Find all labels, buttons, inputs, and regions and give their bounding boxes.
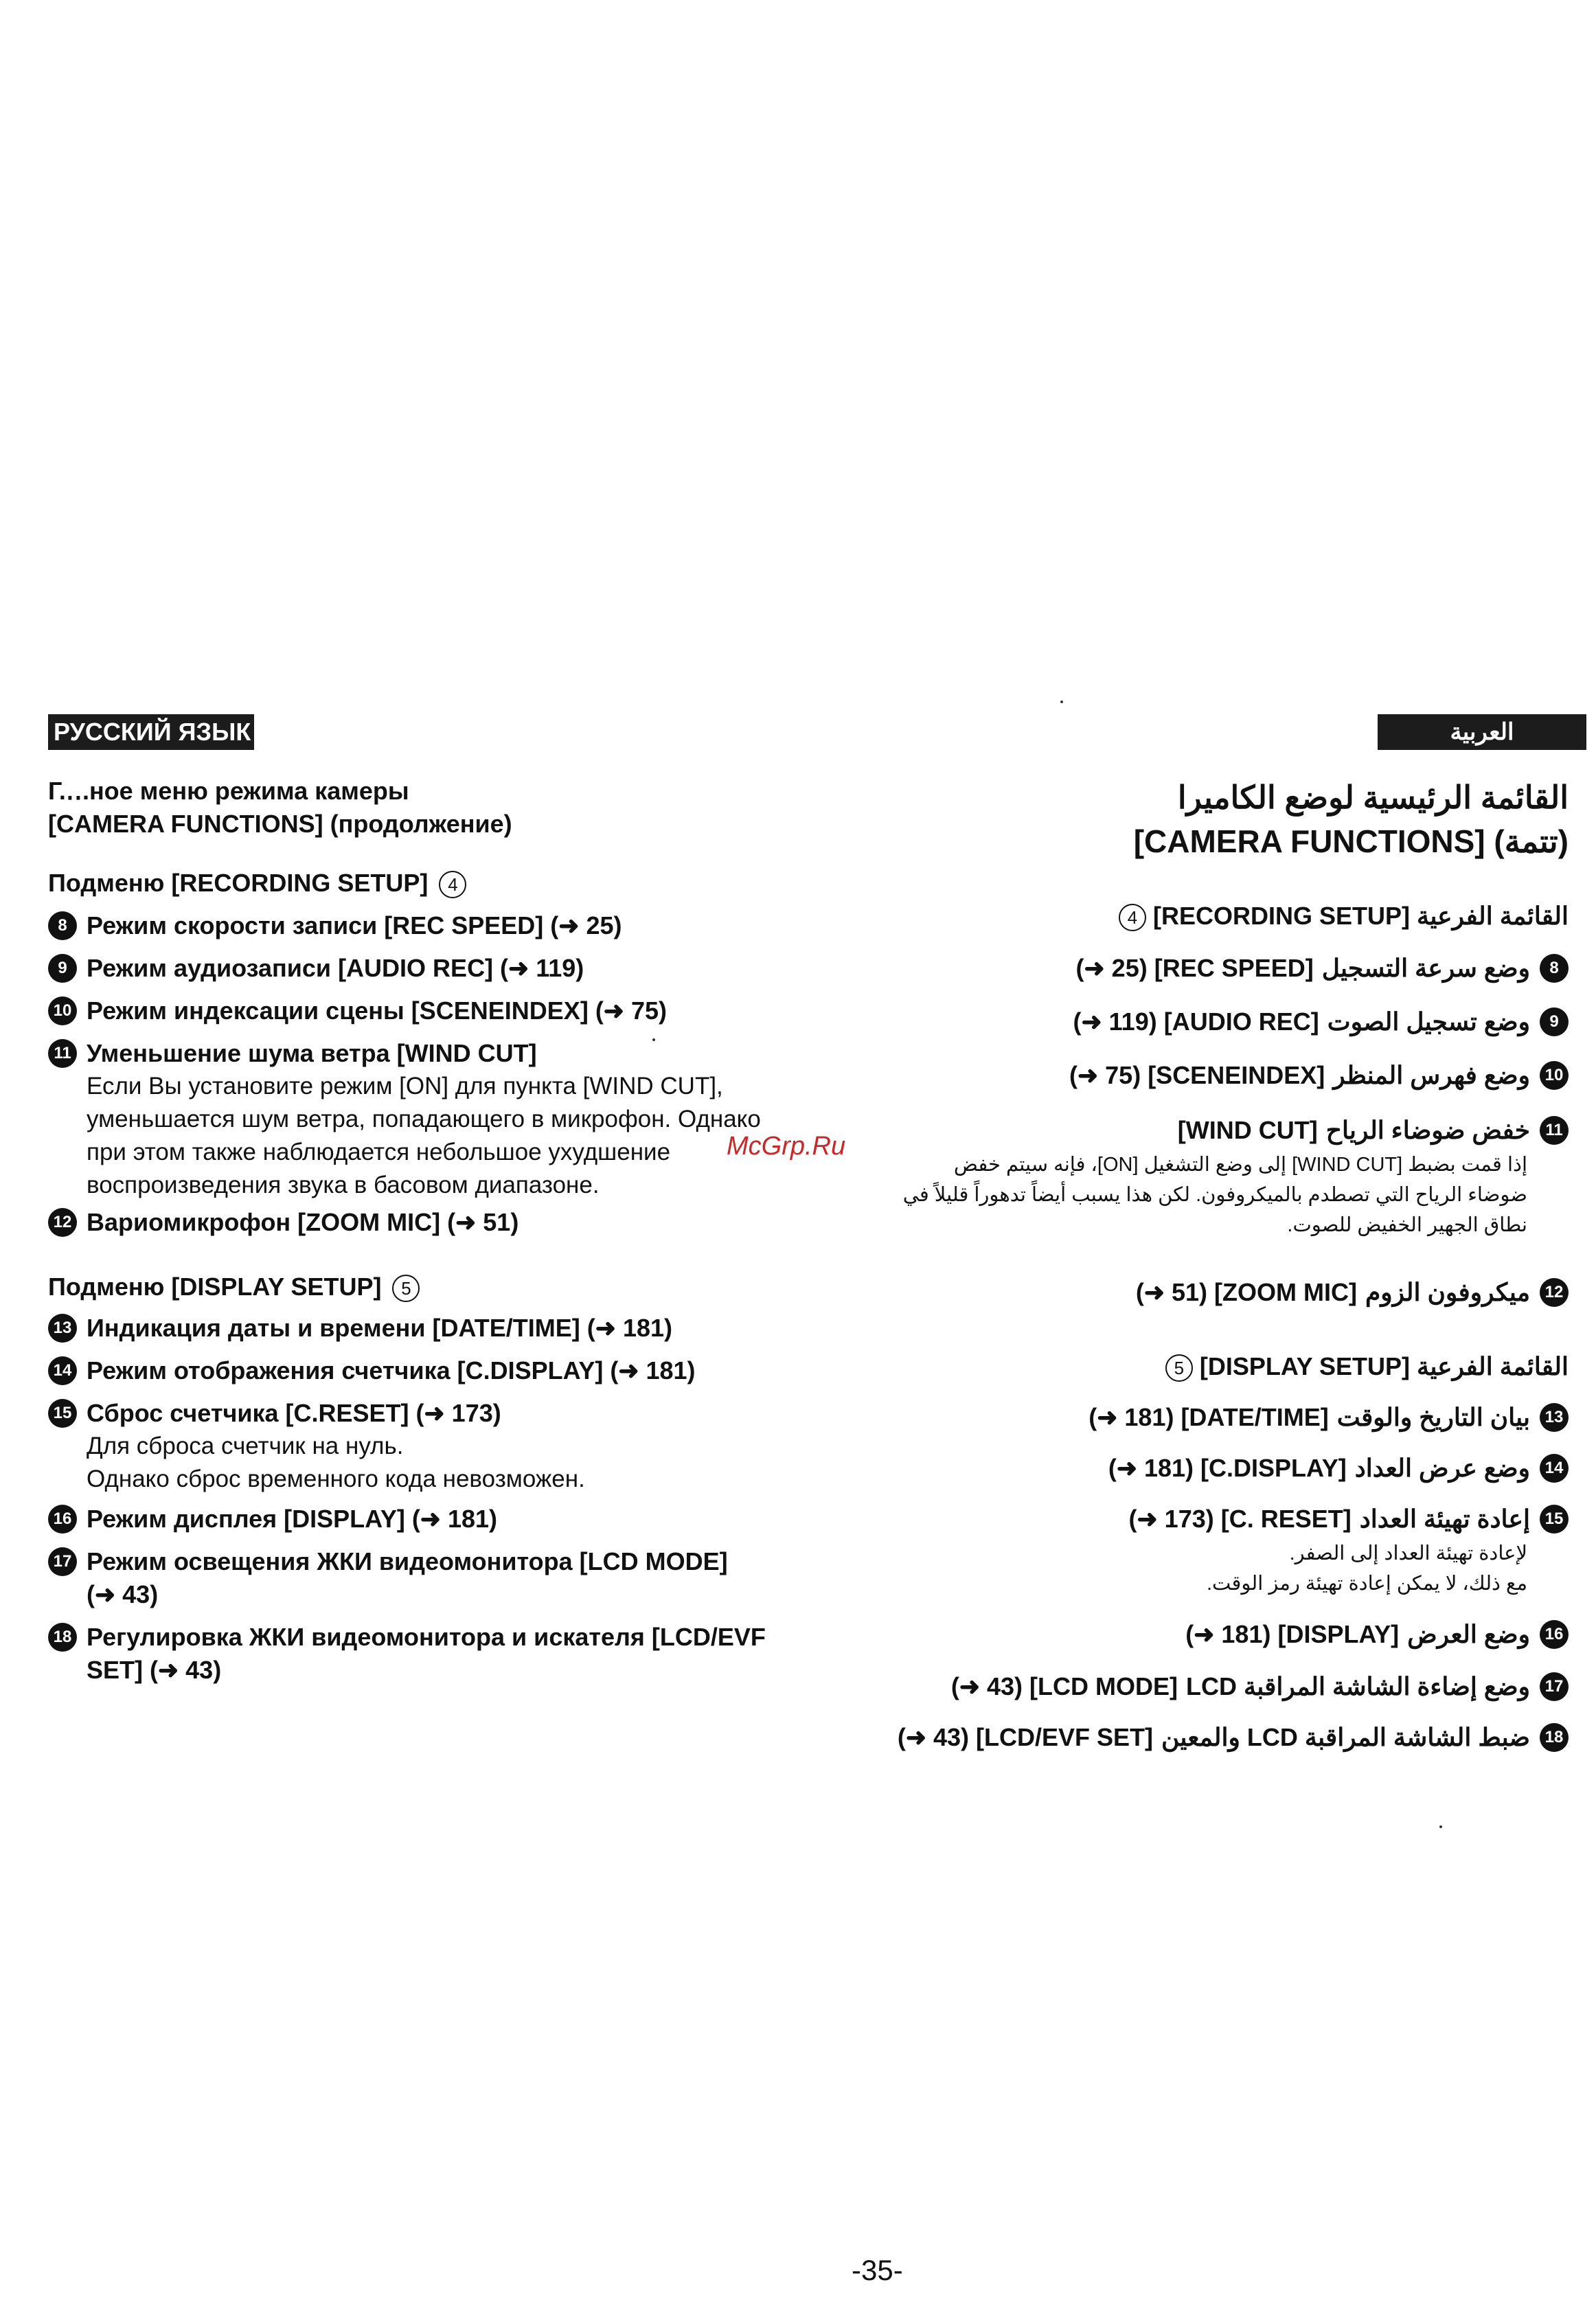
ar-item-latin: (➜ 75) [SCENEINDEX] — [1069, 1061, 1325, 1089]
ar-title-line1: القائمة الرئيسية لوضع الكاميرا — [1177, 779, 1569, 815]
russian-language-label: РУССКИЙ ЯЗЫК — [48, 714, 254, 750]
ar-body-line: إذا قمت بضبط [WIND CUT] إلى وضع التشغيل [ON]، فإنه سيتم خفض — [953, 1154, 1527, 1176]
ru-body-line: воспроизведения звука в басовом диапазоне. — [87, 1172, 600, 1198]
ru-item-text: Режим аудиозаписи [AUDIO REC] (➜ 119) — [87, 954, 584, 982]
circled-number-icon: 4 — [1119, 904, 1146, 931]
number-badge-icon: 12 — [48, 1208, 77, 1237]
ru-item-text: SET] (➜ 43) — [87, 1656, 222, 1684]
ar-wind-cut-description — [841, 1150, 1527, 1240]
ru-item-text: Режим дисплея [DISPLAY] (➜ 181) — [87, 1505, 498, 1533]
ar-item-latin: (➜ 43) [LCD/EVF SET] — [897, 1723, 1154, 1751]
ru-item-text: Регулировка ЖКИ видеомонитора и искателя [LCD/EVF — [87, 1623, 766, 1651]
ru-item-text: Режим скорости записи [REC SPEED] (➜ 25) — [87, 911, 622, 939]
ru-body-line: Для сброса счетчик на нуль. — [87, 1433, 404, 1459]
number-badge-icon: 9 — [48, 954, 77, 983]
number-badge-icon: 13 — [48, 1314, 77, 1343]
ar-item-latin: (➜ 43) [LCD MODE] — [950, 1672, 1178, 1700]
ar-item-sceneindex — [813, 1059, 1569, 1092]
ar-submenu-label: القائمة الفرعية — [1417, 1352, 1569, 1380]
watermark: McGrp.Ru — [727, 1132, 846, 1161]
ar-title-line2 — [813, 820, 1569, 863]
ru-body-line: уменьшается шум ветра, попадающего в микрофон. Однако — [87, 1106, 761, 1132]
number-badge-icon: 17 — [1540, 1672, 1569, 1701]
ar-item-text: إعادة تهيئة العداد — [1359, 1505, 1530, 1533]
ar-item-text: خفض ضوضاء الرياح — [1325, 1116, 1530, 1144]
ar-item-date-time — [813, 1401, 1569, 1434]
ar-item-latin: (➜ 119) [AUDIO REC] — [1073, 1007, 1319, 1036]
ar-item-lcd-mode — [813, 1670, 1569, 1703]
ru-item-sceneindex — [48, 994, 872, 1027]
ru-item-text: Режим отображения счетчика [C.DISPLAY] (➜ 181) — [87, 1356, 696, 1385]
ar-item-text: وضع سرعة التسجيل — [1321, 954, 1530, 982]
number-badge-icon: 13 — [1540, 1403, 1569, 1432]
ar-body-line: لإعادة تهيئة العداد إلى الصفر. — [1289, 1542, 1527, 1564]
ar-item-c-reset — [813, 1503, 1569, 1536]
ru-item-audio-rec — [48, 952, 872, 985]
number-badge-icon: 18 — [48, 1623, 77, 1652]
ar-body-line: ضوضاء الرياح التي تصطدم بالميكروفون. لكن هذا يسبب أيضاً تدهوراً قليلاً في — [902, 1184, 1527, 1206]
number-badge-icon: 8 — [48, 911, 77, 940]
ar-item-text: بيان التاريخ والوقت — [1336, 1403, 1530, 1431]
number-badge-icon: 9 — [1540, 1007, 1569, 1036]
ru-c-reset-description — [87, 1430, 883, 1496]
ru-item-rec-speed — [48, 909, 872, 942]
ru-item-wind-cut — [48, 1037, 872, 1070]
ar-item-text: وضع عرض العداد — [1354, 1454, 1530, 1482]
number-badge-icon: 15 — [48, 1399, 77, 1428]
scan-speck — [652, 1038, 655, 1041]
ru-submenu-label: Подменю [DISPLAY SETUP] — [48, 1273, 382, 1301]
ar-submenu-label: القائمة الفرعية — [1417, 902, 1569, 930]
ar-item-text: ميكروفون الزوم — [1365, 1278, 1530, 1306]
number-badge-icon: 8 — [1540, 954, 1569, 983]
ru-body-line: Если Вы установите режим [ON] для пункта [WIND CUT], — [87, 1073, 723, 1099]
ar-item-latin: (➜ 181) [DATE/TIME] — [1088, 1403, 1329, 1431]
number-badge-icon: 11 — [48, 1039, 77, 1068]
ar-submenu-recording-setup — [813, 900, 1569, 933]
scan-speck — [1060, 700, 1063, 703]
number-badge-icon: 14 — [48, 1356, 77, 1385]
ru-item-date-time — [48, 1312, 872, 1345]
number-badge-icon: 17 — [48, 1547, 77, 1576]
number-badge-icon: 12 — [1540, 1278, 1569, 1307]
ar-item-rec-speed — [813, 952, 1569, 985]
ar-item-latin: (➜ 181) [C.DISPLAY] — [1108, 1454, 1347, 1482]
ar-body-line: نطاق الجهير الخفيض للصوت. — [1287, 1214, 1527, 1236]
ru-item-lcd-evf-set — [48, 1621, 872, 1654]
ar-item-zoom-mic — [813, 1276, 1569, 1309]
ru-item-text: Режим индексации сцены [SCENEINDEX] (➜ 75) — [87, 996, 667, 1025]
ar-item-text: ضبط الشاشة المراقبة LCD والمعين — [1161, 1723, 1530, 1751]
number-badge-icon: 10 — [48, 996, 77, 1025]
ar-item-text: وضع إضاءة الشاشة المراقبة LCD — [1186, 1672, 1530, 1700]
ru-item-text: (➜ 43) — [87, 1580, 159, 1608]
ar-item-lcd-evf-set — [813, 1721, 1569, 1754]
ar-item-latin: (➜ 25) [REC SPEED] — [1075, 954, 1314, 982]
ar-item-latin: (➜ 181) [DISPLAY] — [1185, 1620, 1400, 1648]
number-badge-icon: 16 — [48, 1505, 77, 1534]
number-badge-icon: 14 — [1540, 1454, 1569, 1483]
ar-body-line: مع ذلك، لا يمكن إعادة تهيئة رمز الوقت. — [1207, 1573, 1527, 1595]
ru-item-lcd-mode-ref — [87, 1578, 911, 1611]
ar-submenu-display-setup — [813, 1350, 1569, 1383]
ar-item-latin: (➜ 51) [ZOOM MIC] — [1135, 1278, 1357, 1306]
ar-item-text: وضع فهرس المنظر — [1333, 1061, 1530, 1089]
ar-item-display — [813, 1618, 1569, 1651]
number-badge-icon: 15 — [1540, 1505, 1569, 1534]
ru-item-text: Режим освещения ЖКИ видеомонитора [LCD MODE] — [87, 1547, 728, 1575]
ar-item-text: وضع تسجيل الصوت — [1327, 1007, 1530, 1036]
ru-item-c-reset — [48, 1397, 872, 1430]
page-number: -35- — [852, 2254, 903, 2286]
ru-item-zoom-mic — [48, 1206, 872, 1239]
ru-body-line: Однако сброс временного кода невозможен. — [87, 1466, 585, 1492]
ar-c-reset-description — [841, 1538, 1527, 1599]
circled-number-icon: 4 — [439, 871, 466, 898]
ar-item-text: وضع العرض — [1407, 1620, 1530, 1648]
ar-item-c-display — [813, 1452, 1569, 1485]
ar-submenu-latin: [RECORDING SETUP] — [1152, 902, 1410, 930]
circled-number-icon: 5 — [392, 1275, 420, 1302]
circled-number-icon: 5 — [1165, 1354, 1193, 1382]
ru-item-text: Вариомикрофон [ZOOM MIC] (➜ 51) — [87, 1208, 519, 1236]
ru-item-c-display — [48, 1354, 872, 1387]
ru-title-line2: [CAMERA FUNCTIONS] (продолжение) — [48, 810, 512, 838]
ar-submenu-latin: [DISPLAY SETUP] — [1199, 1352, 1410, 1380]
ar-item-latin: (➜ 173) [C. RESET] — [1128, 1505, 1352, 1533]
ru-item-lcd-evf-set-ref — [87, 1654, 911, 1687]
ar-item-audio-rec — [813, 1005, 1569, 1038]
ru-item-text: Уменьшение шума ветра [WIND CUT] — [87, 1039, 537, 1067]
ru-submenu-label: Подменю [RECORDING SETUP] — [48, 869, 429, 897]
ru-body-line: при этом также наблюдается небольшое ухудшение — [87, 1139, 671, 1165]
ar-item-latin: [WIND CUT] — [1177, 1116, 1318, 1144]
ru-item-text: Сброс счетчика [C.RESET] (➜ 173) — [87, 1399, 501, 1427]
number-badge-icon: 18 — [1540, 1723, 1569, 1752]
ru-item-display — [48, 1503, 872, 1536]
ar-title-latin: [CAMERA FUNCTIONS] — [1133, 823, 1485, 859]
number-badge-icon: 16 — [1540, 1620, 1569, 1649]
ru-submenu-recording-setup — [48, 867, 872, 900]
ru-item-text: Индикация даты и времени [DATE/TIME] (➜ 181) — [87, 1314, 672, 1342]
ar-item-wind-cut — [813, 1114, 1569, 1147]
ru-item-lcd-mode — [48, 1545, 872, 1578]
number-badge-icon: 10 — [1540, 1061, 1569, 1090]
scan-speck — [1439, 1825, 1442, 1828]
number-badge-icon: 11 — [1540, 1116, 1569, 1145]
arabic-language-label: العربية — [1378, 714, 1586, 750]
ar-title-continued: (تتمة) — [1494, 823, 1569, 859]
ru-submenu-display-setup — [48, 1271, 872, 1303]
ru-title-line1: Г.‥.ное меню режима камеры — [48, 777, 409, 805]
